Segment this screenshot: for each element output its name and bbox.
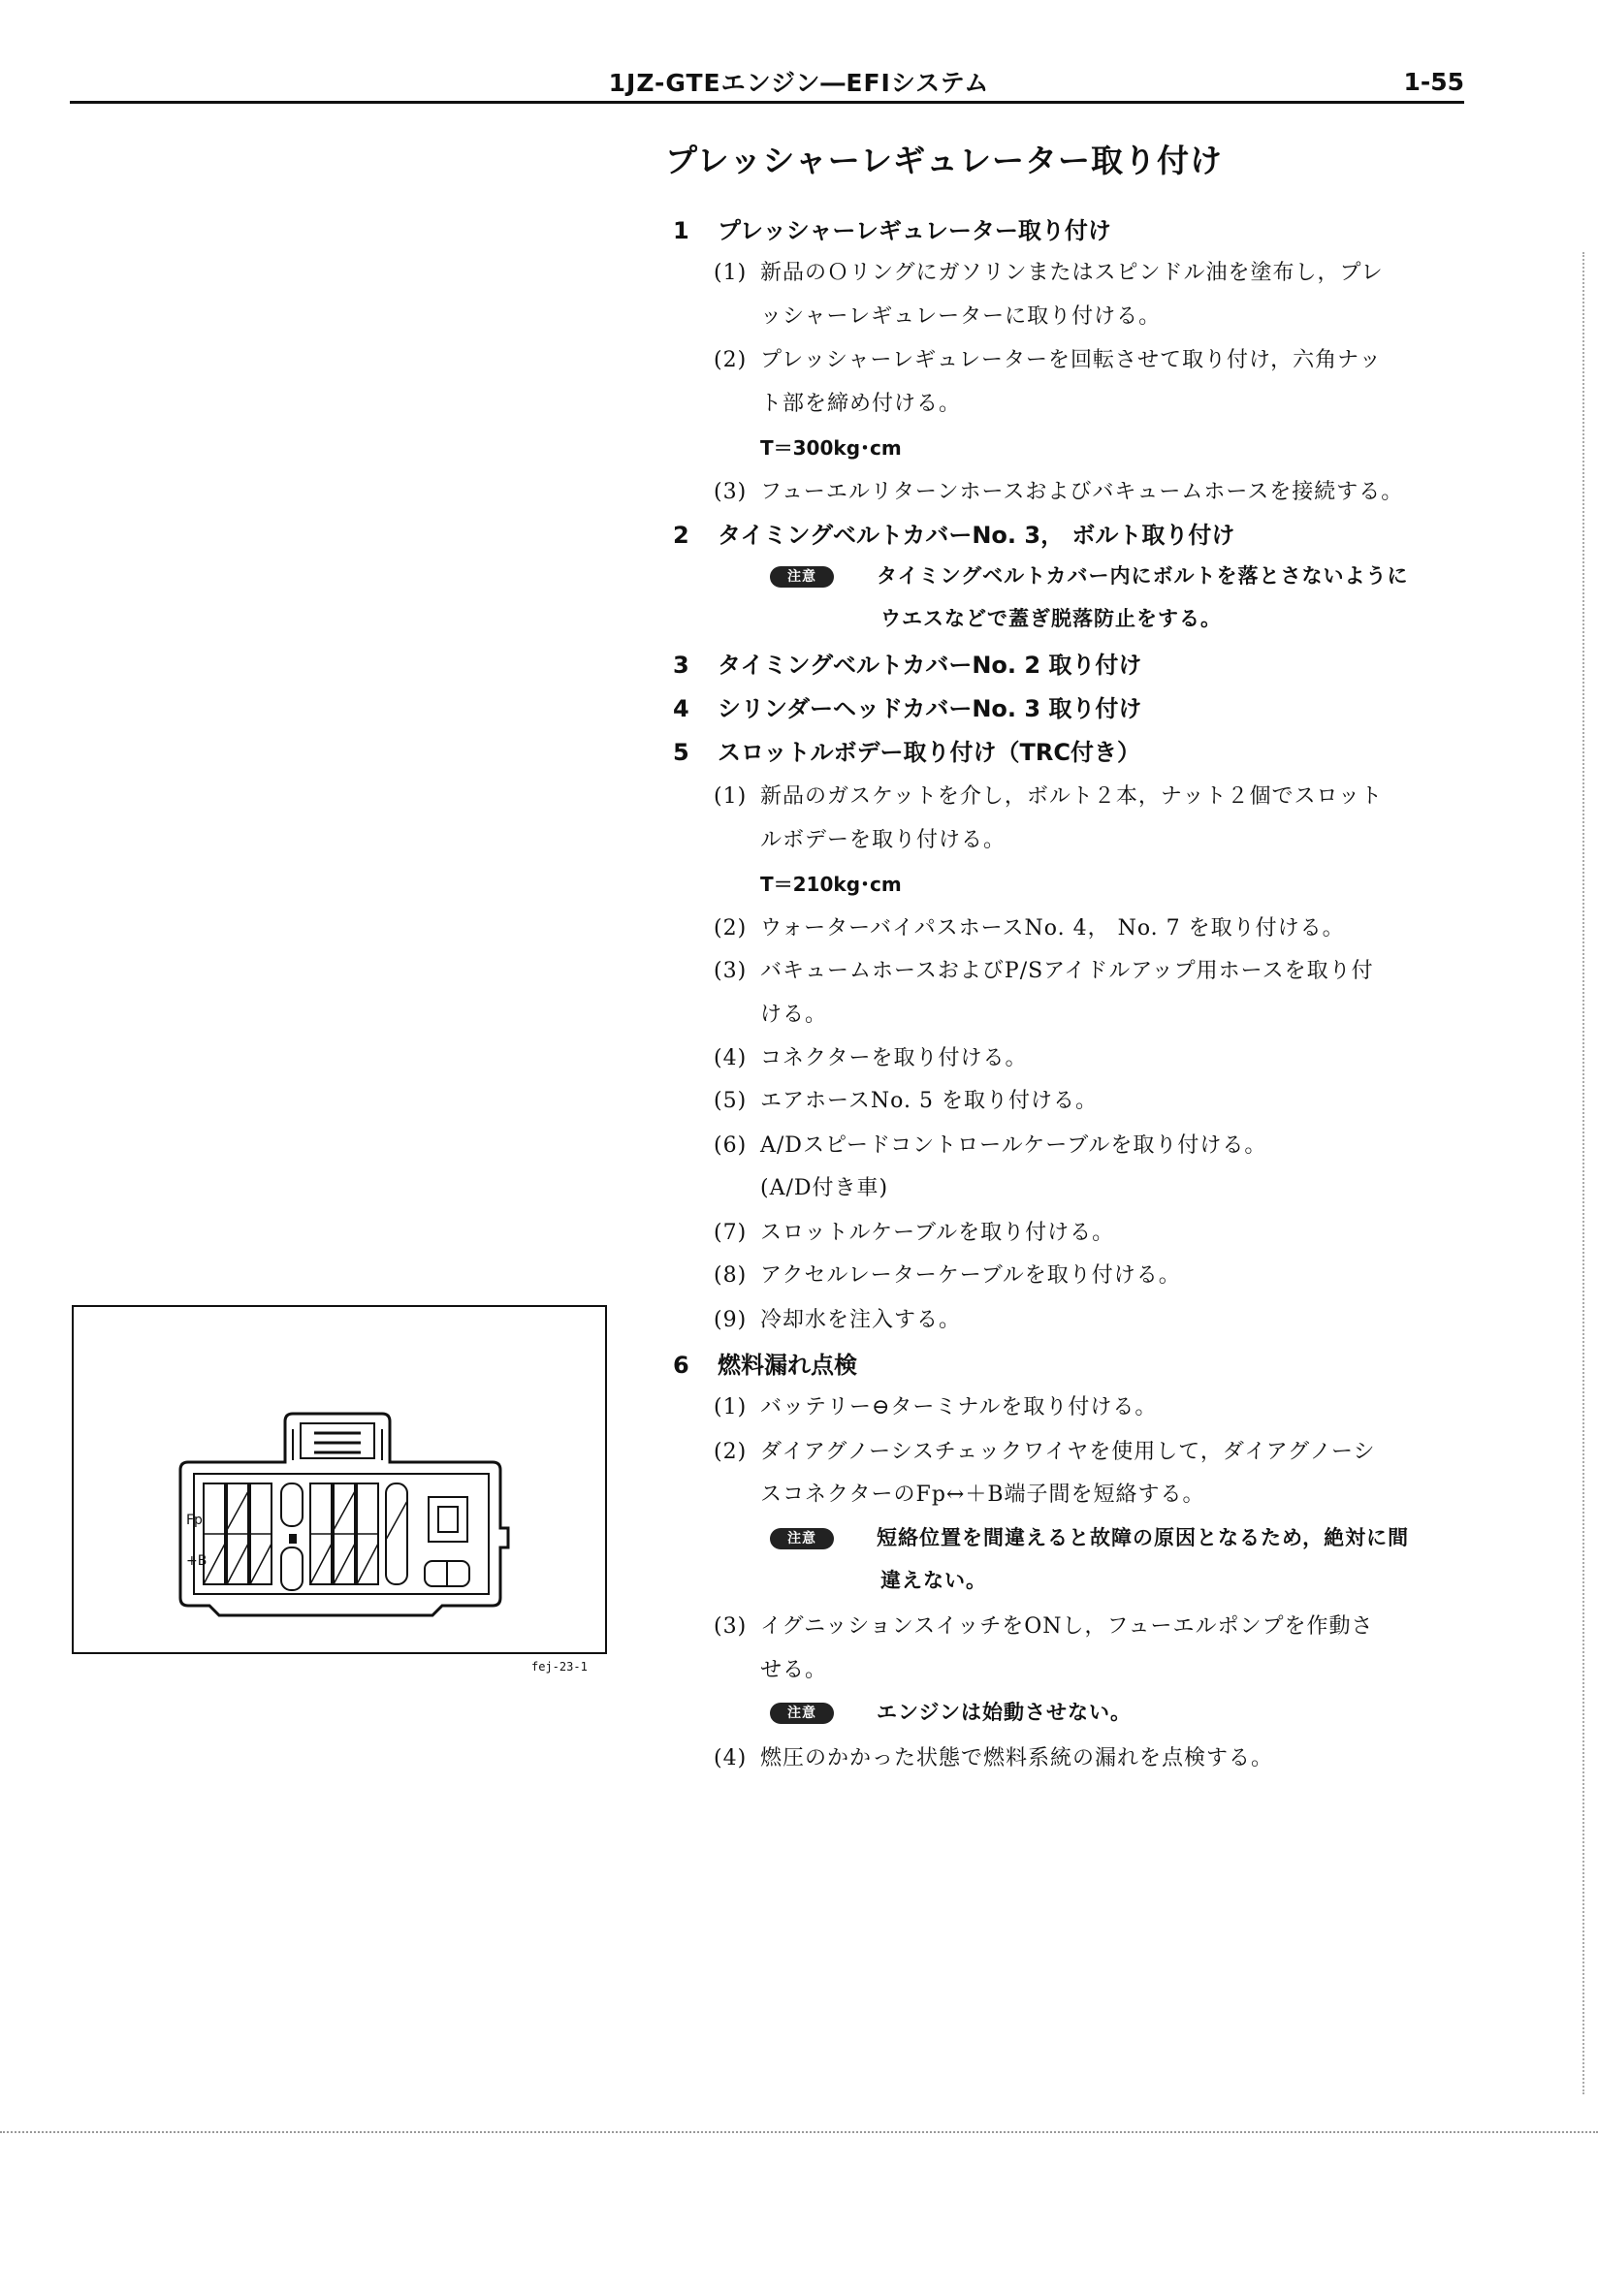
step-title: シリンダーヘッドカバーNo. 3 取り付け: [718, 695, 1142, 722]
step-number: 6: [673, 1352, 689, 1379]
item-number: (2): [714, 916, 748, 941]
step-2: [673, 516, 1234, 550]
step-title: スロットルボデー取り付け（TRC付き）: [718, 739, 1140, 766]
torque-spec: T＝210kg･cm: [760, 873, 902, 896]
section-title: プレッシャーレギュレーター取り付け: [665, 142, 1224, 179]
step-1-item-1-cont: ッシャーレギュレーターに取り付ける。: [760, 304, 1162, 329]
step-5-item-1-cont: ルボデーを取り付ける。: [760, 828, 1007, 852]
item-number: (5): [714, 1089, 748, 1113]
step-1-item-3: [714, 475, 1403, 505]
caution-text: タイミングベルトカバー内にボルトを落とさないように: [877, 564, 1409, 588]
item-number: (3): [714, 1614, 748, 1639]
step-6-item-2-cont: スコネクターのFp↔＋B端子間を短絡する。: [760, 1483, 1205, 1507]
step-1-item-2-cont: ト部を締め付ける。: [760, 392, 962, 416]
item-text: スロットルケーブルを取り付ける。: [760, 1221, 1115, 1245]
caution-text: 短絡位置を間違えると故障の原因となるため，絶対に間: [877, 1526, 1410, 1549]
item-number: (6): [714, 1133, 748, 1158]
item-number: (4): [714, 1746, 748, 1770]
scan-edge-right: [1582, 252, 1584, 2094]
item-text: ウォーターバイパスホースNo. 4， No. 7 を取り付ける。: [760, 916, 1345, 941]
item-text: バキュームホースおよびP/Sアイドルアップ用ホースを取り付: [760, 959, 1374, 983]
item-number: (3): [714, 480, 748, 504]
page-number: 1-55: [1403, 68, 1464, 96]
step-5-item-1: [714, 780, 1383, 810]
caution-badge: 注意: [770, 566, 834, 588]
item-text: アクセルレーターケーブルを取り付ける。: [760, 1263, 1181, 1288]
figure-code: fej-23-1: [531, 1660, 588, 1674]
step-1-item-2: [714, 343, 1382, 373]
item-number: (2): [714, 348, 748, 372]
caution-note: [770, 1697, 1132, 1726]
caution-badge: 注意: [770, 1528, 834, 1549]
step-1: [673, 211, 1111, 245]
step-6-item-1: [714, 1390, 1157, 1420]
step-title: タイミングベルトカバーNo. 2 取り付け: [718, 652, 1142, 679]
step-5-item-3-cont: ける。: [760, 1003, 828, 1027]
scan-edge-bottom: [0, 2131, 1598, 2133]
step-1-item-1: [714, 256, 1384, 286]
b-terminal-label: +B: [186, 1553, 208, 1569]
step-5-item-9: [714, 1303, 961, 1333]
step-number: 1: [673, 217, 689, 244]
step-5-item-6: [714, 1129, 1266, 1159]
step-title: 燃料漏れ点検: [718, 1352, 857, 1379]
step-5-item-2: [714, 911, 1345, 941]
step-number: 2: [673, 522, 689, 549]
step-5: [673, 733, 1140, 767]
torque-spec: T＝300kg･cm: [760, 436, 902, 460]
caution-badge: 注意: [770, 1703, 834, 1724]
diagnosis-connector-diagram: [74, 1307, 605, 1652]
item-text: 燃圧のかかった状態で燃料系統の漏れを点検する。: [760, 1746, 1274, 1770]
step-5-item-6-cont: (A/D付き車): [760, 1176, 889, 1200]
step-5-item-8: [714, 1259, 1181, 1289]
step-6-item-3-cont: せる。: [760, 1658, 828, 1682]
item-number: (8): [714, 1263, 748, 1288]
step-5-item-5: [714, 1084, 1098, 1114]
connector-figure: [72, 1305, 607, 1654]
item-text: プレッシャーレギュレーターを回転させて取り付け，六角ナッ: [760, 348, 1382, 372]
item-number: (1): [714, 261, 748, 285]
caution-text-cont: ウエスなどで蓋ぎ脱落防止をする。: [880, 607, 1222, 630]
item-text: エアホースNo. 5 を取り付ける。: [760, 1089, 1098, 1113]
header-rule: [70, 101, 1464, 104]
caution-text: エンジンは始動させない。: [877, 1701, 1132, 1724]
step-6-item-4: [714, 1741, 1273, 1771]
item-text: 新品のＯリングにガソリンまたはスピンドル油を塗布し，プレ: [760, 261, 1384, 285]
step-title: プレッシャーレギュレーター取り付け: [718, 217, 1111, 244]
header-title: 1JZ-GTEエンジン―EFIシステム: [608, 69, 990, 97]
item-number: (3): [714, 959, 748, 983]
step-5-item-7: [714, 1216, 1114, 1246]
step-5-item-3: [714, 954, 1374, 984]
item-text: イグニッションスイッチをONし，フューエルポンプを作動さ: [760, 1614, 1374, 1639]
step-6: [673, 1346, 857, 1380]
item-number: (1): [714, 784, 748, 809]
step-number: 4: [673, 695, 689, 722]
item-number: (1): [714, 1395, 748, 1419]
caution-note: [770, 560, 1409, 590]
item-text: A/Dスピードコントロールケーブルを取り付ける。: [760, 1133, 1267, 1158]
step-6-item-2: [714, 1435, 1376, 1465]
item-text: コネクターを取り付ける。: [760, 1046, 1028, 1070]
step-5-item-4: [714, 1041, 1028, 1071]
item-number: (7): [714, 1221, 748, 1245]
caution-text-cont: 違えない。: [880, 1569, 987, 1592]
item-number: (9): [714, 1308, 748, 1332]
fp-terminal-label: Fp: [186, 1513, 203, 1528]
item-text: 冷却水を注入する。: [760, 1308, 962, 1332]
step-4: [673, 689, 1141, 723]
step-6-item-3: [714, 1610, 1373, 1640]
step-3: [673, 646, 1141, 680]
step-number: 3: [673, 652, 689, 679]
item-text: ダイアグノーシスチェックワイヤを使用して，ダイアグノーシ: [760, 1440, 1376, 1464]
step-number: 5: [673, 739, 689, 766]
item-number: (2): [714, 1440, 748, 1464]
item-text: フューエルリターンホースおよびバキュームホースを接続する。: [760, 480, 1404, 504]
item-number: (4): [714, 1046, 748, 1070]
caution-note: [770, 1522, 1409, 1551]
step-title: タイミングベルトカバーNo. 3， ボルト取り付け: [718, 522, 1235, 549]
item-text: バッテリー⊖ターミナルを取り付ける。: [760, 1395, 1158, 1419]
item-text: 新品のガスケットを介し，ボルト２本，ナット２個でスロット: [760, 784, 1384, 809]
